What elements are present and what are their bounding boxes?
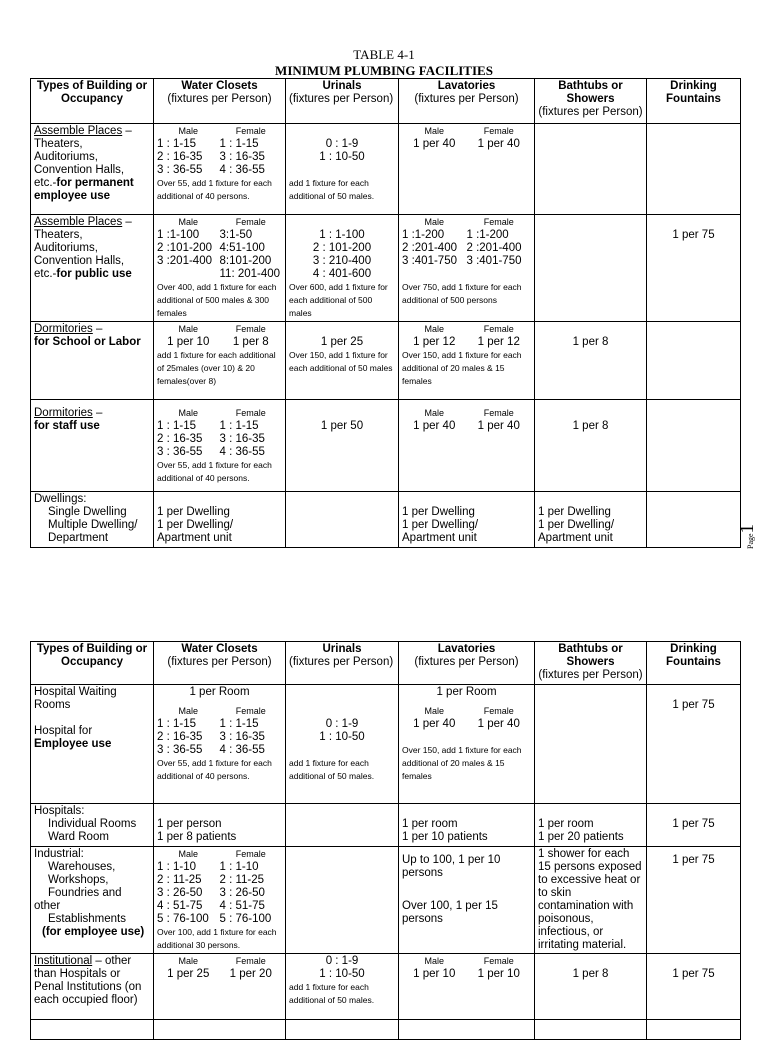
table-number: TABLE 4-1 (353, 47, 415, 62)
table-row (31, 1020, 741, 1040)
drinking-cell (647, 322, 741, 400)
drinking-cell: 1 per 75 (647, 954, 741, 1020)
occupancy-cell: Industrial: Warehouses, Workshops, Foundries and other Establishments (for employee use) (31, 847, 154, 954)
occupancy-cell: Dwellings: Single Dwelling Multiple Dwelling/ Department (31, 492, 154, 548)
header-water-closets: Water Closets (fixtures per Person) (154, 642, 286, 685)
water-closets-cell: 1 per person 1 per 8 patients (154, 804, 286, 847)
water-closets-cell: 1 per Room Male Female 1 : 1-15 1 : 1-15 2 : 16-35 3 : 16-35 3 : 36-55 4 : 36-55 Over 55, add 1 fixture for each additional of 40 persons. (154, 685, 286, 804)
water-closets-cell: Male Female 1 per 25 1 per 20 (154, 954, 286, 1020)
lavatories-cell: Male Female 1 per 12 1 per 12 Over 150, add 1 fixture for each additional of 20 males & 15 females (399, 322, 535, 400)
urinals-cell: 1 per 50 (286, 400, 399, 492)
table-row (31, 804, 741, 847)
bathtubs-cell: 1 shower for each 15 persons exposed to excessive heat or to skin contamination with poisonous, infectious, or irritating material. (535, 847, 647, 954)
bathtubs-cell (535, 685, 647, 804)
header-urinals: Urinals (fixtures per Person) (286, 79, 399, 124)
table-row (31, 685, 741, 804)
page-number: Page1 (737, 523, 758, 549)
bathtubs-cell: 1 per 8 (535, 322, 647, 400)
table-row (31, 847, 741, 954)
header-row (31, 79, 741, 124)
water-closets-cell: Male Female 1 : 1-15 1 : 1-15 2 : 16-35 3 : 16-35 3 : 36-55 4 : 36-55 Over 55, add 1 fixture for each additional of 40 persons. (154, 400, 286, 492)
lavatories-cell: Male Female 1 per 40 1 per 40 (399, 124, 535, 215)
water-closets-cell: 1 per Dwelling 1 per Dwelling/ Apartment unit (154, 492, 286, 548)
water-closets-cell: Male Female 1 :1-100 3:1-50 2 :101-200 4:51-100 3 :201-400 8:101-200 11: 201-400 Over 400, add 1 fixture for each additional of 500 males & 300 females (154, 215, 286, 322)
urinals-cell (286, 847, 399, 954)
header-urinals: Urinals (fixtures per Person) (286, 642, 399, 685)
lavatories-cell: 1 per room 1 per 10 patients (399, 804, 535, 847)
header-lavatories: Lavatories (fixtures per Person) (399, 642, 535, 685)
occupancy-cell: Institutional – other than Hospitals or Penal Institutions (on each occupied floor) (31, 954, 154, 1020)
header-water-closets: Water Closets (fixtures per Person) (154, 79, 286, 124)
urinals-cell: 1 : 1-100 2 : 101-200 3 : 210-400 4 : 401-600 Over 600, add 1 fixture for each additional of 500 males (286, 215, 399, 322)
occupancy-cell: Dormitories – for staff use (31, 400, 154, 492)
water-closets-cell: Male Female 1 per 10 1 per 8 add 1 fixture for each additional of 25males (over 10) & 20 females(over 8) (154, 322, 286, 400)
plumbing-table-page2 (30, 641, 741, 1040)
occupancy-cell: Assemble Places – Theaters, Auditoriums, Convention Halls, etc.-for public use (31, 215, 154, 322)
urinals-cell: 0 : 1-9 1 : 10-50 add 1 fixture for each additional of 50 males. (286, 685, 399, 804)
drinking-cell: 1 per 75 (647, 804, 741, 847)
header-drinking: Drinking Fountains (647, 642, 741, 685)
plumbing-table-page1 (30, 78, 741, 548)
lavatories-cell: Male Female 1 per 10 1 per 10 (399, 954, 535, 1020)
header-lavatories: Lavatories (fixtures per Person) (399, 79, 535, 124)
urinals-cell: 1 per 25 Over 150, add 1 fixture for each additional of 50 males (286, 322, 399, 400)
table-row (31, 954, 741, 1020)
urinals-cell: 0 : 1-9 1 : 10-50 add 1 fixture for each additional of 50 males. (286, 954, 399, 1020)
occupancy-cell: Hospital Waiting Rooms Hospital for Employee use (31, 685, 154, 804)
urinals-cell (286, 804, 399, 847)
urinals-cell: 0 : 1-9 1 : 10-50 add 1 fixture for each additional of 50 males. (286, 124, 399, 215)
bathtubs-cell: 1 per room 1 per 20 patients (535, 804, 647, 847)
lavatories-cell: 1 per Dwelling 1 per Dwelling/ Apartment unit (399, 492, 535, 548)
water-closets-cell: Male Female 1 : 1-15 1 : 1-15 2 : 16-35 3 : 16-35 3 : 36-55 4 : 36-55 Over 55, add 1 fixture for each additional of 40 persons. (154, 124, 286, 215)
bathtubs-cell: 1 per 8 (535, 954, 647, 1020)
header-bathtubs: Bathtubs or Showers (fixtures per Person) (535, 642, 647, 685)
occupancy-cell: Dormitories – for School or Labor (31, 322, 154, 400)
header-row (31, 642, 741, 685)
header-types: Types of Building or Occupancy (31, 642, 154, 685)
lavatories-cell: 1 per Room Male Female 1 per 40 1 per 40 Over 150, add 1 fixture for each additional of 20 males & 15 females (399, 685, 535, 804)
water-closets-cell: Male Female 1 : 1-10 1 : 1-10 2 : 11-25 2 : 11-25 3 : 26-50 3 : 26-50 4 : 51-75 4 : 51-75 5 : 76-100 5 : 76-100 Over 100, add 1 fixture for each additional 30 persons. (154, 847, 286, 954)
bathtubs-cell: 1 per 8 (535, 400, 647, 492)
table-title: MINIMUM PLUMBING FACILITIES (275, 63, 493, 78)
table-row (31, 215, 741, 322)
header-drinking: Drinking Fountains (647, 79, 741, 124)
occupancy-cell: Hospitals: Individual Rooms Ward Room (31, 804, 154, 847)
lavatories-cell: Male Female 1 :1-200 1 :1-200 2 :201-400 2 :201-400 3 :401-750 3 :401-750 Over 750, add 1 fixture for each additional of 500 persons (399, 215, 535, 322)
drinking-cell: 1 per 75 (647, 215, 741, 322)
occupancy-cell: Assemble Places – Theaters, Auditoriums, Convention Halls, etc.-for permanent employee use (31, 124, 154, 215)
drinking-cell (647, 400, 741, 492)
header-types: Types of Building or Occupancy (31, 79, 154, 124)
drinking-cell (647, 492, 741, 548)
table-row (31, 124, 741, 215)
drinking-cell: 1 per 75 (647, 685, 741, 804)
bathtubs-cell (535, 215, 647, 322)
lavatories-cell: Male Female 1 per 40 1 per 40 (399, 400, 535, 492)
header-bathtubs: Bathtubs or Showers (fixtures per Person) (535, 79, 647, 124)
drinking-cell (647, 124, 741, 215)
bathtubs-cell (535, 124, 647, 215)
bathtubs-cell: 1 per Dwelling 1 per Dwelling/ Apartment unit (535, 492, 647, 548)
table-row (31, 400, 741, 492)
drinking-cell: 1 per 75 (647, 847, 741, 954)
table-row (31, 322, 741, 400)
urinals-cell (286, 492, 399, 548)
table-row (31, 492, 741, 548)
lavatories-cell: Up to 100, 1 per 10 persons Over 100, 1 per 15 persons (399, 847, 535, 954)
